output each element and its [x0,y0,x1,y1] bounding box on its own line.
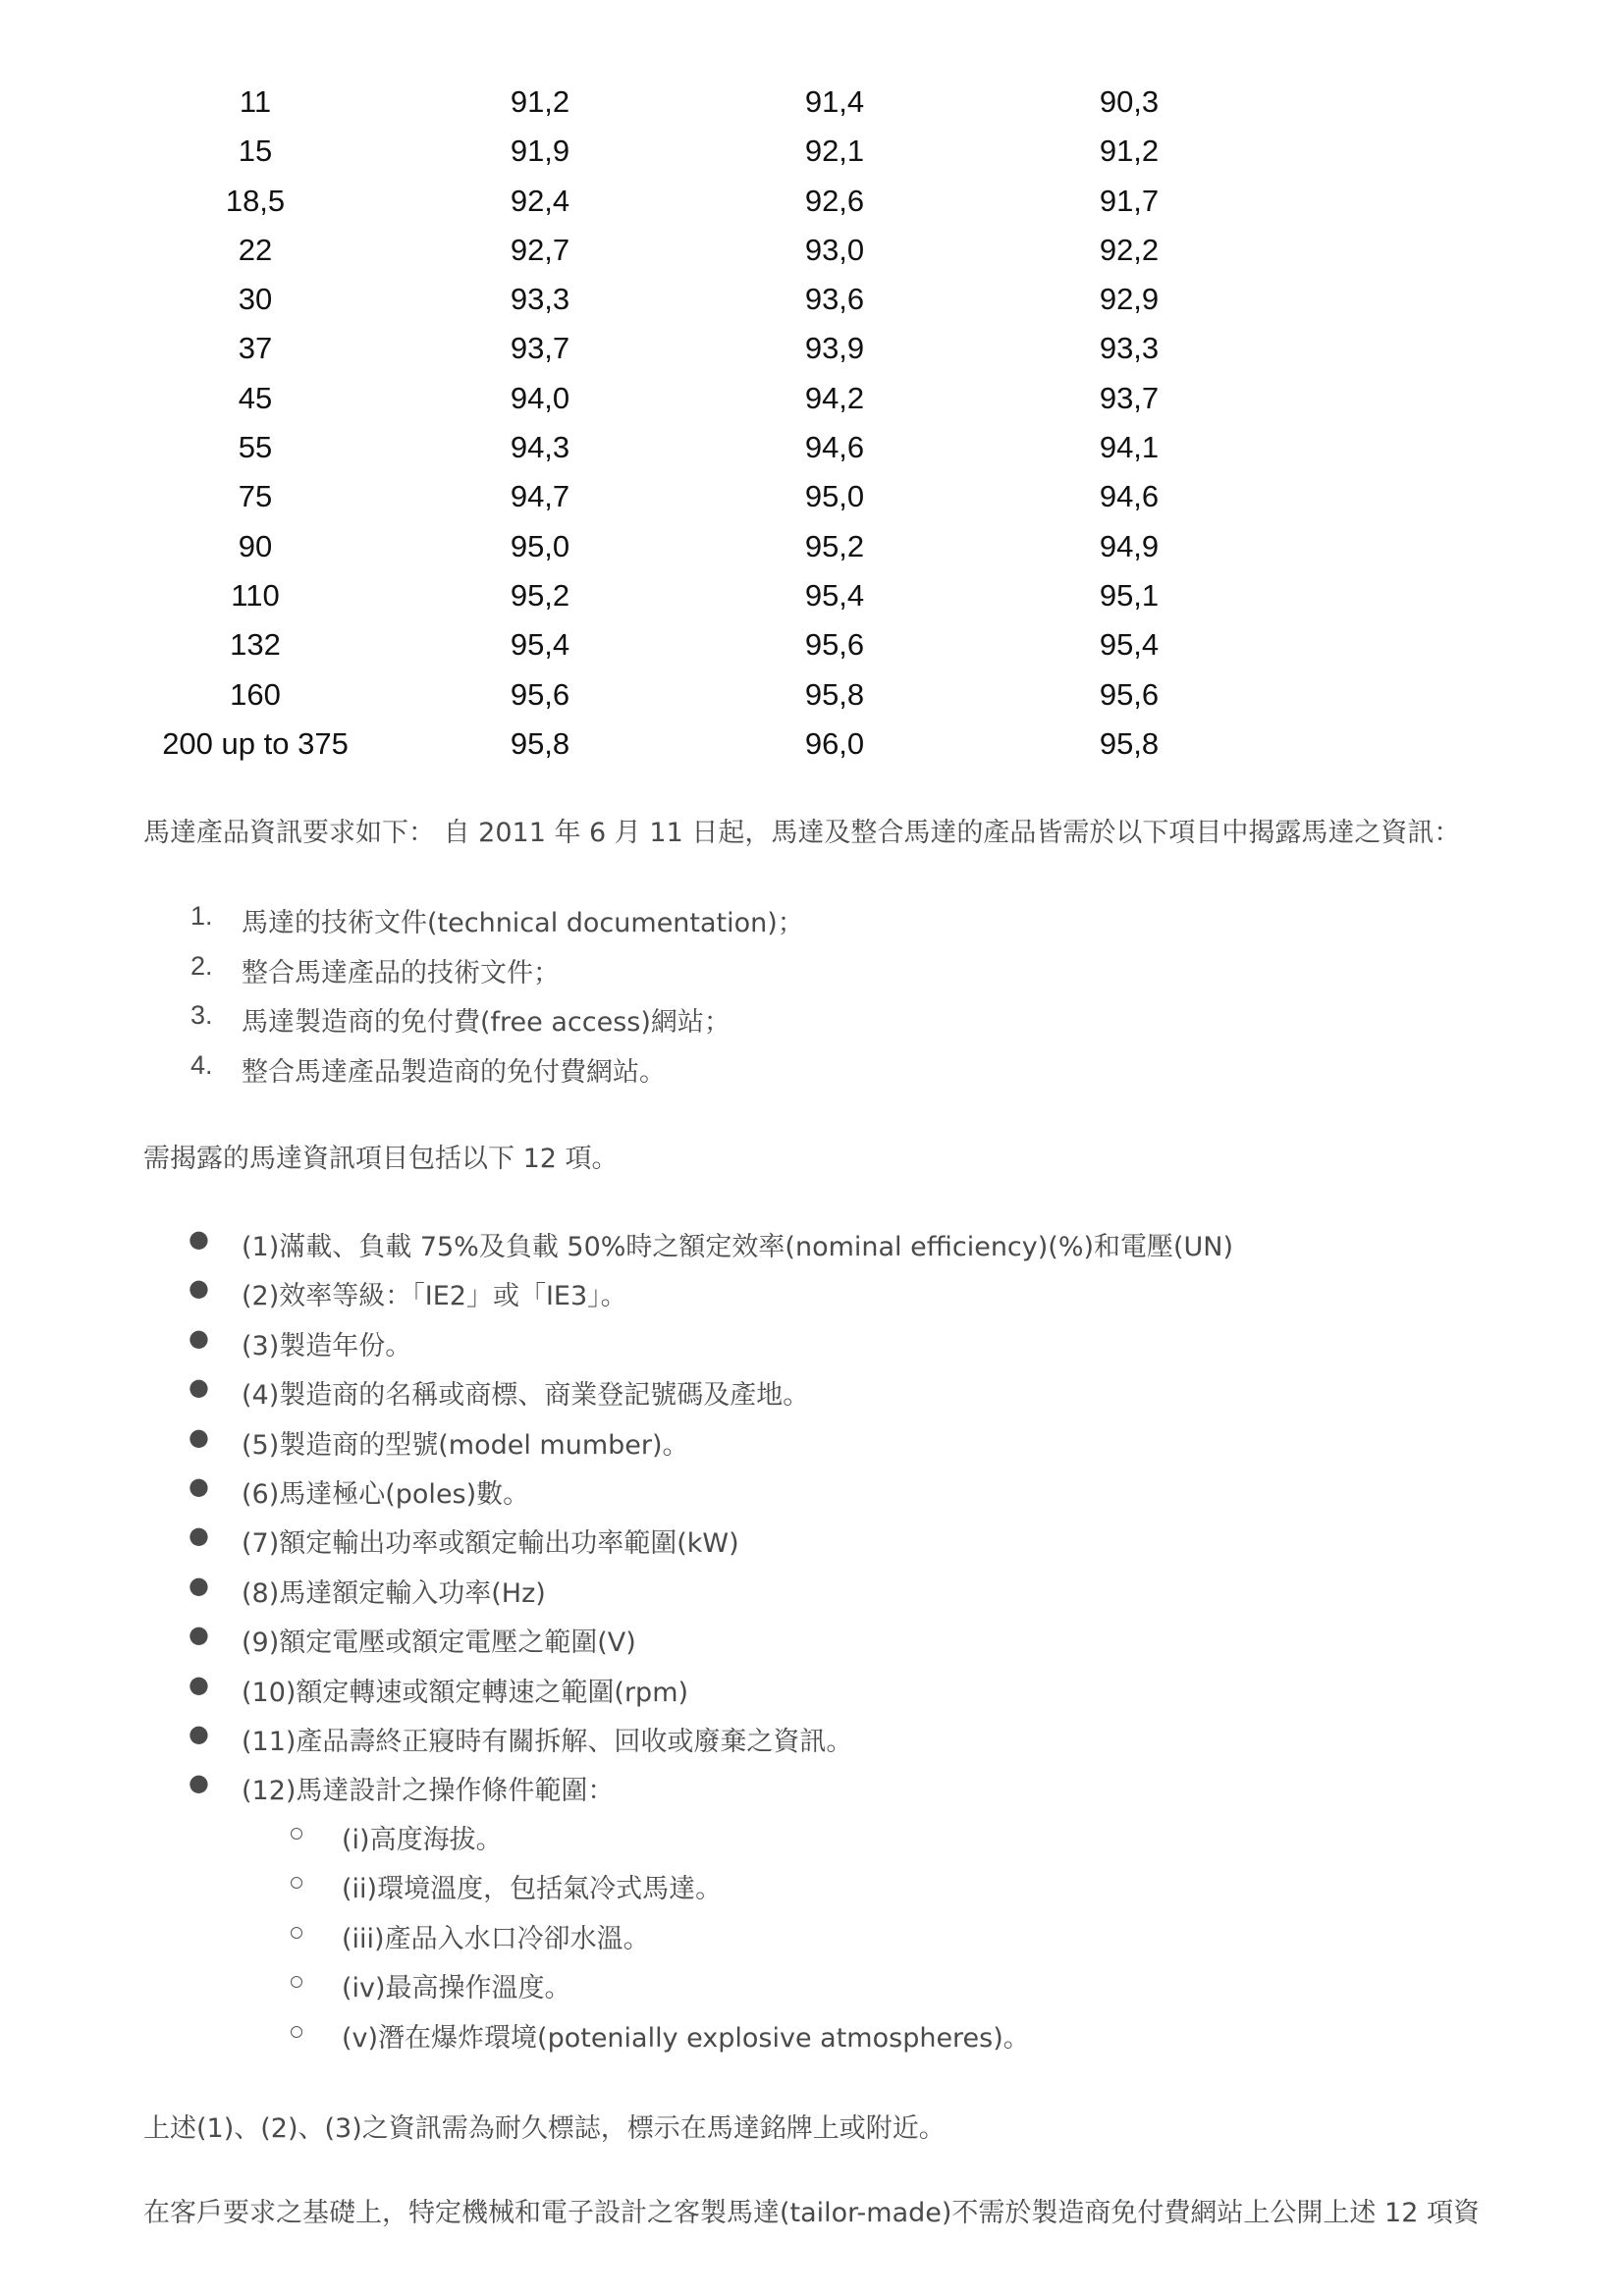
efficiency-cell: 92,7 [510,232,570,267]
list-item-text: (7)額定輸出功率或額定輸出功率範圍(kW) [242,1528,739,1560]
power-cell: 30 [238,282,273,317]
list-item-text: 馬達的技術文件(technical documentation)； [242,908,804,938]
table-row [137,227,1198,276]
efficiency-cell: 95,8 [510,725,570,761]
power-cell: 132 [230,627,281,663]
bullet-icon: ● [189,1225,209,1253]
efficiency-cell: 95,0 [804,479,865,514]
efficiency-cell: 94,0 [510,380,570,415]
tailor-made-paragraph: 在客戶要求之基礎上，特定機械和電子設計之客製馬達(tailor-made)不需於製造商免付費網站上公開上述 12 項資 [143,2198,1480,2228]
list-item-text: (6)馬達極心(poles)數。 [242,1478,530,1510]
efficiency-cell: 91,2 [1099,133,1160,169]
efficiency-cell: 93,7 [510,331,570,366]
table-row [137,375,1198,424]
hollow-circle-bullet-icon [291,1828,302,1840]
efficiency-cell: 91,7 [1099,183,1160,218]
efficiency-cell: 95,8 [804,676,865,712]
efficiency-cell: 95,6 [804,627,865,663]
items-intro: 需揭露的馬達資訊項目包括以下 12 項。 [143,1144,619,1174]
power-cell: 18,5 [225,183,286,218]
table-row [137,572,1198,621]
bullet-icon: ● [189,1323,209,1352]
bullet-icon: ● [189,1670,209,1698]
list-item-text: 整合馬達產品的技術文件； [242,957,560,988]
efficiency-cell: 94,2 [804,380,865,415]
efficiency-cell: 93,3 [1099,331,1160,366]
bullet-icon: ● [189,1719,209,1747]
bullet-icon: ● [189,1571,209,1599]
efficiency-cell: 95,0 [510,528,570,563]
efficiency-cell: 95,6 [1099,676,1160,712]
efficiency-cell: 92,6 [804,183,865,218]
nameplate-note: 上述(1)、(2)、(3)之資訊需為耐久標誌，標示在馬達銘牌上或附近。 [143,2113,946,2144]
table-row [137,276,1198,325]
power-cell: 15 [238,133,273,169]
efficiency-cell: 91,2 [510,84,570,119]
hollow-circle-bullet-icon [291,1877,302,1889]
power-cell: 75 [238,479,273,514]
list-item-text: (10)額定轉速或額定轉速之範圍(rpm) [242,1677,689,1708]
efficiency-cell: 93,3 [510,282,570,317]
bullet-icon: ● [189,1471,209,1500]
efficiency-cell: 92,9 [1099,282,1160,317]
table-row [137,671,1198,721]
power-cell: 110 [231,577,280,613]
table-row [137,178,1198,227]
table-row [137,523,1198,572]
table-row [137,424,1198,473]
efficiency-cell: 94,1 [1099,430,1160,465]
efficiency-cell: 93,0 [804,232,865,267]
efficiency-cell: 93,6 [804,282,865,317]
power-cell: 22 [238,232,273,267]
power-cell: 90 [238,528,273,563]
efficiency-cell: 94,9 [1099,528,1160,563]
efficiency-cell: 94,7 [510,479,570,514]
bullet-icon: ● [189,1621,209,1649]
efficiency-table [137,79,1198,770]
efficiency-cell: 95,4 [510,627,570,663]
efficiency-cell: 90,3 [1099,84,1160,119]
list-item-text: (8)馬達額定輸入功率(Hz) [242,1577,546,1609]
bullet-icon: ● [189,1422,209,1451]
table-row [137,621,1198,670]
sub-list-item-text: (v)潛在爆炸環境(potenially explosive atmospheres)。 [342,2022,1030,2054]
efficiency-cell: 94,6 [1099,479,1160,514]
list-item-text: (11)產品壽終正寢時有關拆解、回收或廢棄之資訊。 [242,1726,853,1757]
power-cell: 200 up to 375 [162,725,349,761]
table-row [137,325,1198,374]
list-number: 3. [190,1000,213,1030]
list-item-text: (5)製造商的型號(model mumber)。 [242,1429,689,1461]
list-item-text: (4)製造商的名稱或商標、商業登記號碼及產地。 [242,1380,810,1412]
efficiency-cell: 93,7 [1099,380,1160,415]
power-cell: 55 [238,430,273,465]
efficiency-cell: 94,6 [804,430,865,465]
sub-list-item-text: (iii)產品入水口冷卻水溫。 [342,1923,650,1954]
efficiency-cell: 93,9 [804,331,865,366]
table-row [137,721,1198,770]
efficiency-cell: 94,3 [510,430,570,465]
list-item-text: 整合馬達產品製造商的免付費網站。 [242,1056,666,1088]
list-item-text: (2)效率等級：「IE2」或「IE3」。 [242,1281,627,1312]
sub-list-item-text: (ii)環境溫度，包括氣冷式馬達。 [342,1874,723,1905]
list-number: 2. [190,950,213,981]
list-item-text: (9)額定電壓或額定電壓之範圍(V) [242,1628,636,1659]
efficiency-cell: 91,4 [804,84,865,119]
list-item-text: (1)滿載、負載 75%及負載 50%時之額定效率(nominal efficiency)(%)和電壓(UN) [242,1232,1234,1262]
efficiency-cell: 95,2 [804,528,865,563]
power-cell: 37 [238,331,273,366]
hollow-circle-bullet-icon [291,1976,302,1988]
list-item-text: 馬達製造商的免付費(free access)網站； [242,1007,731,1038]
list-number: 4. [190,1049,213,1080]
efficiency-cell: 95,8 [1099,725,1160,761]
power-cell: 11 [239,84,272,119]
list-item-text: (3)製造年份。 [242,1330,412,1362]
bullet-icon: ● [189,1769,209,1797]
efficiency-cell: 92,2 [1099,232,1160,267]
efficiency-cell: 91,9 [510,133,570,169]
efficiency-cell: 95,4 [1099,627,1160,663]
power-cell: 45 [238,380,273,415]
info-requirement-intro: 馬達產品資訊要求如下： 自 2011 年 6 月 11 日起，馬達及整合馬達的產品皆需於以下項目中揭露馬達之資訊： [143,818,1461,848]
list-number: 1. [190,901,213,931]
efficiency-cell: 92,1 [804,133,865,169]
table-row [137,79,1198,128]
list-item-text: (12)馬達設計之操作條件範圍： [242,1776,615,1807]
efficiency-cell: 95,2 [510,577,570,613]
sub-list-item-text: (i)高度海拔。 [342,1825,503,1855]
hollow-circle-bullet-icon [291,1927,302,1939]
efficiency-cell: 96,0 [804,725,865,761]
efficiency-cell: 95,6 [510,676,570,712]
bullet-icon: ● [189,1373,209,1402]
sub-list-item-text: (iv)最高操作溫度。 [342,1973,571,2004]
table-row [137,473,1198,522]
bullet-icon: ● [189,1274,209,1303]
power-cell: 160 [230,676,281,712]
table-row [137,128,1198,177]
bullet-icon: ● [189,1522,209,1550]
efficiency-cell: 95,1 [1099,577,1160,613]
efficiency-cell: 92,4 [510,183,570,218]
hollow-circle-bullet-icon [291,2026,302,2038]
efficiency-cell: 95,4 [804,577,865,613]
